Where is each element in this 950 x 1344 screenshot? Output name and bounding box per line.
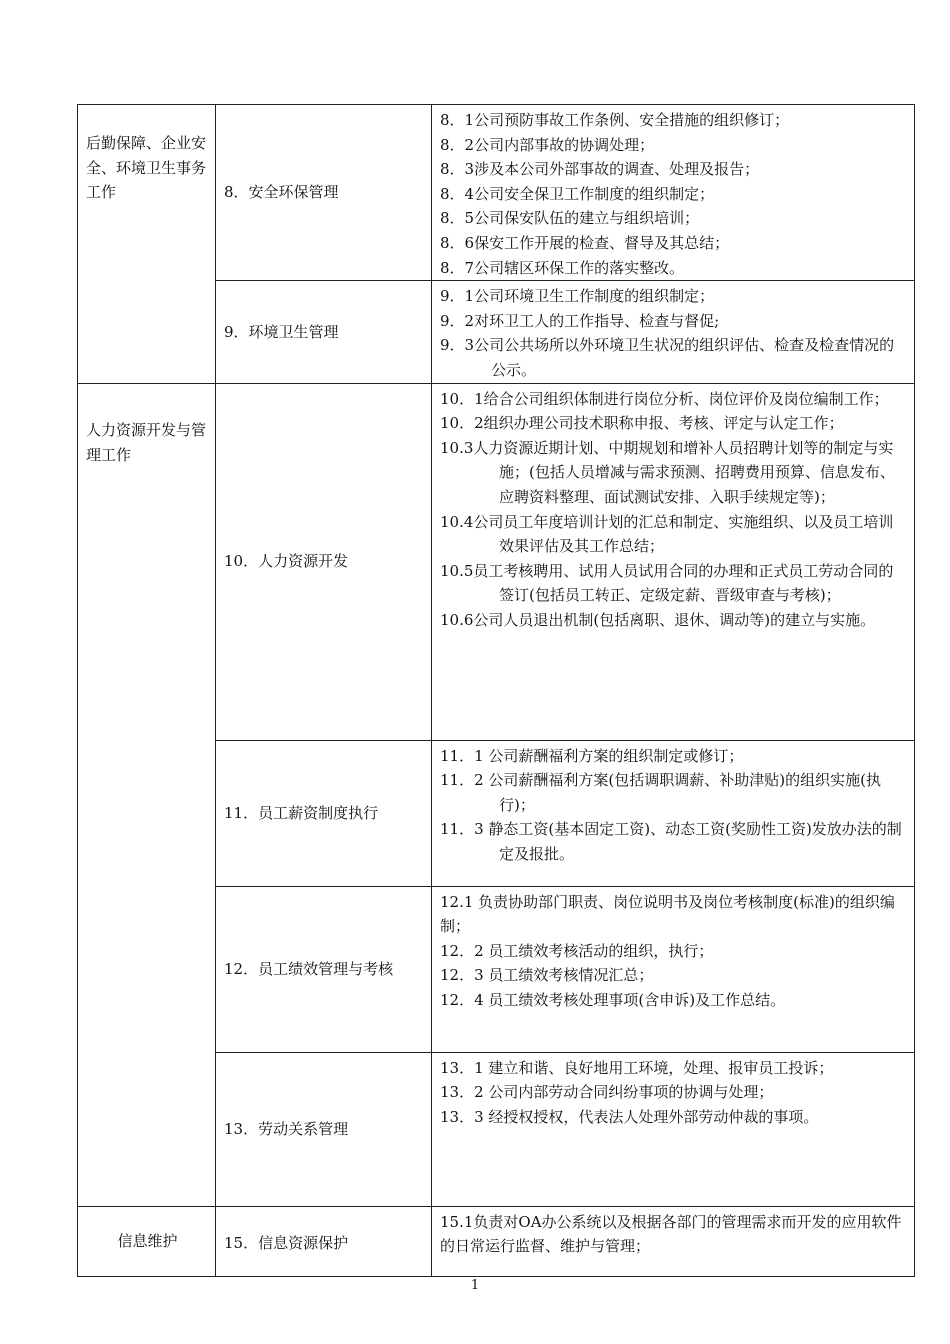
list-item: 9．2对环卫工人的工作指导、检查与督促; (440, 311, 720, 330)
list-item: 8．1公司预防事故工作条例、安全措施的组织修订； (440, 111, 790, 129)
items-cell (432, 886, 915, 1052)
list-item: 12．3 员工绩效考核情况汇总； (440, 966, 654, 985)
items-cell (432, 105, 915, 281)
list-item: 10．2组织办理公司技术职称申报、考核、评定与认定工作； (440, 414, 844, 433)
section-title-cell (216, 281, 432, 383)
section-title-cell (216, 886, 432, 1052)
list-item: 10.5员工考核聘用、试用人员试用合同的办理和正式员工劳动合同的签订(包括员工转正、定级定薪、晋级审查与考核)； (440, 561, 894, 605)
list-item: 12．2 员工绩效考核活动的组织，执行； (440, 941, 714, 960)
table-row (78, 383, 915, 740)
category-label: 信息维护 (117, 1231, 178, 1250)
list-item: 8．3涉及本公司外部事故的调查、处理及报告； (440, 160, 760, 179)
section-title: 10．人力资源开发 (224, 552, 349, 571)
section-title: 15．信息资源保护 (224, 1233, 349, 1252)
list-item: 13．2 公司内部劳动合同纠纷事项的协调与处理； (440, 1083, 774, 1102)
list-item: 8．7公司辖区环保工作的落实整改。 (440, 258, 685, 277)
section-title-cell (216, 383, 432, 740)
items-cell (432, 740, 915, 886)
list-item: 8．5公司保安队伍的建立与组织培训； (440, 209, 700, 228)
responsibility-table (77, 104, 915, 1277)
page-number: 1 (470, 1278, 480, 1293)
list-item: 9．1公司环境卫生工作制度的组织制定； (440, 287, 715, 306)
section-title-cell (216, 740, 432, 886)
section-title-cell (216, 105, 432, 281)
list-item: 11．3 静态工资(基本固定工资)、动态工资(奖励性工资)发放办法的制定及报批。 (440, 820, 902, 863)
category-label: 后勤保障、企业安全、环境卫生事务工作 (86, 134, 207, 202)
section-title: 8．安全环保管理 (224, 183, 339, 202)
table-row (78, 105, 915, 281)
list-item: 10.6公司人员退出机制(包括离职、退休、调动等)的建立与实施。 (440, 610, 876, 629)
list-item: 10.3人力资源近期计划、中期规划和增补人员招聘计划等的制定与实施；(包括人员增减与需求预测、招聘费用预算、信息发布、应聘资料整理、面试测试安排、入职手续规定等)； (440, 438, 895, 506)
list-item: 15.1负责对OA办公系统以及根据各部门的管理需求而开发的应用软件的日常运行监督、维护与管理； (440, 1212, 902, 1256)
list-item: 8．6保安工作开展的检查、督导及其总结； (440, 233, 730, 252)
list-item: 12.1 负责协助部门职责、岗位说明书及岗位考核制度(标准)的组织编制； (440, 892, 895, 936)
section-title: 11．员工薪资制度执行 (224, 803, 379, 822)
section-title-cell (216, 1206, 432, 1276)
list-item: 12．4 员工绩效考核处理事项(含申诉)及工作总结。 (440, 990, 786, 1009)
list-item: 11．2 公司薪酬福利方案(包括调职调薪、补助津贴)的组织实施(执行)； (440, 771, 881, 814)
section-title: 12．员工绩效管理与考核 (224, 959, 394, 978)
list-item: 10．1给合公司组织体制进行岗位分析、岗位评价及岗位编制工作； (440, 389, 889, 408)
table-row (78, 1206, 915, 1276)
list-item: 11．1 公司薪酬福利方案的组织制定或修订； (440, 746, 744, 765)
category-cell (78, 105, 216, 384)
list-item: 13．1 建立和谐、良好地用工环境，处理、报审员工投诉； (440, 1058, 834, 1077)
category-cell (78, 1206, 216, 1276)
list-item: 13．3 经授权授权，代表法人处理外部劳动仲裁的事项。 (440, 1107, 819, 1126)
section-title: 13．劳动关系管理 (224, 1119, 349, 1138)
category-cell (78, 383, 216, 1206)
section-title: 9．环境卫生管理 (224, 322, 339, 341)
list-item: 8．4公司安全保卫工作制度的组织制定； (440, 184, 715, 203)
section-title-cell (216, 1052, 432, 1206)
list-item: 8．2公司内部事故的协调处理； (440, 135, 655, 154)
items-cell (432, 1206, 915, 1276)
items-cell (432, 383, 915, 740)
items-cell (432, 281, 915, 383)
list-item: 10.4公司员工年度培训计划的汇总和制定、实施组织、以及员工培训效果评估及其工作总结； (440, 512, 894, 556)
items-cell (432, 1052, 915, 1206)
list-item: 9．3公司公共场所以外环境卫生状况的组织评估、检查及检查情况的公示。 (440, 336, 895, 379)
category-label: 人力资源开发与管理工作 (86, 420, 207, 464)
